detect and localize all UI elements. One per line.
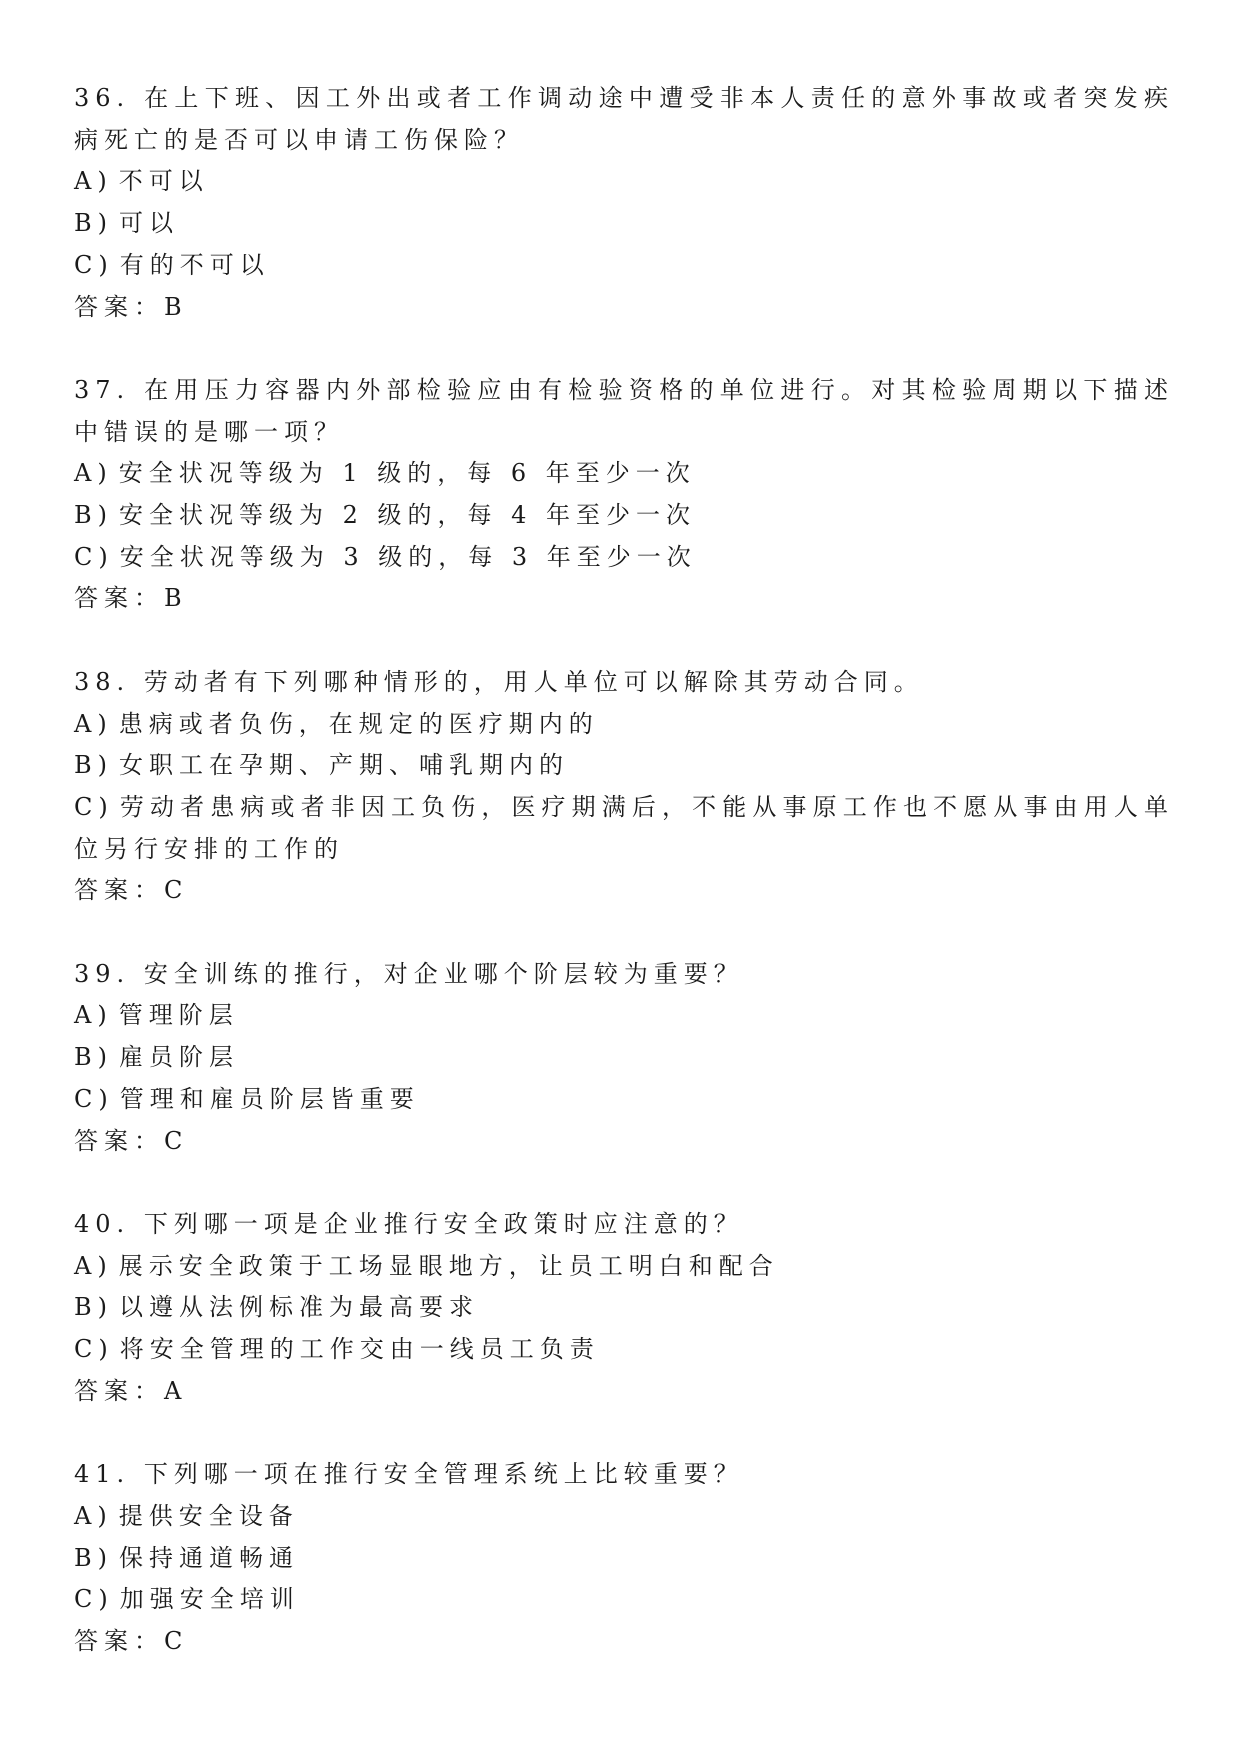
question-37 bbox=[74, 370, 1174, 620]
option-text: 安全状况等级为 3 级的，每 3 年至少一次 bbox=[119, 542, 697, 571]
option-text: 管理和雇员阶层皆重要 bbox=[119, 1084, 420, 1113]
question-38 bbox=[74, 662, 1174, 912]
option-label: A) bbox=[74, 1251, 113, 1280]
answer-label: 答案： bbox=[74, 1126, 164, 1155]
option-label: A) bbox=[74, 1501, 113, 1530]
option-label: B) bbox=[74, 1543, 113, 1572]
option-a bbox=[74, 995, 1174, 1037]
option-text: 将安全管理的工作交由一线员工负责 bbox=[119, 1335, 600, 1364]
option-label: C) bbox=[74, 1585, 114, 1614]
option-label: A) bbox=[74, 459, 113, 488]
answer-value: A bbox=[164, 1376, 188, 1405]
option-a bbox=[74, 1496, 1174, 1538]
answer-label: 答案： bbox=[74, 1626, 164, 1655]
answer-line bbox=[74, 1621, 1174, 1663]
question-text bbox=[74, 954, 1174, 996]
option-b bbox=[74, 203, 1174, 245]
question-stem: 劳动者有下列哪种情形的，用人单位可以解除其劳动合同。 bbox=[143, 667, 924, 696]
option-text: 雇员阶层 bbox=[119, 1043, 239, 1072]
option-text: 女职工在孕期、产期、哺乳期内的 bbox=[119, 751, 569, 780]
option-b bbox=[74, 1287, 1174, 1329]
option-a bbox=[74, 704, 1174, 746]
document-page bbox=[74, 78, 1174, 1663]
question-stem: 在用压力容器内外部检验应由有检验资格的单位进行。对其检验周期以下描述中错误的是哪一项？ bbox=[74, 375, 1174, 446]
option-c bbox=[74, 1579, 1174, 1621]
answer-label: 答案： bbox=[74, 1376, 164, 1405]
answer-label: 答案： bbox=[74, 584, 164, 613]
option-label: C) bbox=[74, 542, 114, 571]
question-stem: 安全训练的推行，对企业哪个阶层较为重要？ bbox=[143, 959, 744, 988]
option-c bbox=[74, 245, 1174, 287]
question-number: 38. bbox=[74, 667, 131, 696]
option-text: 管理阶层 bbox=[118, 1001, 239, 1030]
option-b bbox=[74, 745, 1174, 787]
question-text bbox=[74, 662, 1174, 704]
answer-value: B bbox=[164, 292, 188, 321]
question-number: 36. bbox=[74, 84, 131, 112]
answer-label: 答案： bbox=[74, 292, 164, 321]
option-text: 展示安全政策于工场显眼地方，让员工明白和配合 bbox=[118, 1251, 779, 1280]
answer-line bbox=[74, 870, 1174, 912]
option-b bbox=[74, 1538, 1174, 1580]
answer-line bbox=[74, 1121, 1174, 1163]
option-b bbox=[74, 495, 1174, 537]
answer-value: C bbox=[164, 1126, 189, 1155]
option-label: B) bbox=[74, 1293, 113, 1322]
answer-value: C bbox=[164, 876, 189, 905]
question-number: 39. bbox=[74, 959, 131, 988]
option-a bbox=[74, 161, 1174, 203]
option-label: A) bbox=[74, 167, 113, 196]
question-text bbox=[74, 370, 1174, 453]
question-number: 37. bbox=[74, 375, 131, 404]
answer-value: C bbox=[164, 1626, 189, 1655]
option-text: 安全状况等级为 2 级的，每 4 年至少一次 bbox=[119, 501, 697, 530]
option-text: 保持通道畅通 bbox=[119, 1543, 299, 1572]
option-label: A) bbox=[74, 709, 113, 738]
answer-label: 答案： bbox=[74, 876, 164, 905]
question-text bbox=[74, 78, 1174, 161]
answer-line bbox=[74, 578, 1174, 620]
option-label: B) bbox=[74, 1043, 113, 1072]
option-label: B) bbox=[74, 751, 113, 780]
option-c bbox=[74, 787, 1174, 870]
option-text: 有的不可以 bbox=[119, 250, 270, 279]
question-number: 41. bbox=[74, 1460, 131, 1489]
option-label: A) bbox=[74, 1001, 113, 1030]
answer-value: B bbox=[164, 584, 188, 613]
option-c bbox=[74, 1079, 1174, 1121]
question-text bbox=[74, 1454, 1174, 1496]
option-text: 以遵从法例标准为最高要求 bbox=[119, 1293, 479, 1322]
option-label: B) bbox=[74, 501, 113, 530]
option-a bbox=[74, 1246, 1174, 1288]
option-text: 不可以 bbox=[118, 167, 209, 196]
option-label: B) bbox=[74, 209, 113, 238]
option-label: C) bbox=[74, 1335, 114, 1364]
question-36 bbox=[74, 78, 1174, 328]
option-b bbox=[74, 1037, 1174, 1079]
option-text: 可以 bbox=[119, 209, 179, 238]
question-stem: 下列哪一项在推行安全管理系统上比较重要？ bbox=[143, 1460, 744, 1489]
question-text bbox=[74, 1204, 1174, 1246]
option-c bbox=[74, 1329, 1174, 1371]
option-a bbox=[74, 453, 1174, 495]
option-c bbox=[74, 537, 1174, 579]
question-stem: 下列哪一项是企业推行安全政策时应注意的？ bbox=[143, 1209, 744, 1238]
answer-line bbox=[74, 287, 1174, 329]
option-text: 提供安全设备 bbox=[118, 1501, 299, 1530]
question-41 bbox=[74, 1454, 1174, 1663]
option-text: 安全状况等级为 1 级的，每 6 年至少一次 bbox=[118, 459, 696, 488]
option-label: C) bbox=[74, 1084, 114, 1113]
option-label: C) bbox=[74, 792, 114, 821]
option-text: 劳动者患病或者非因工负伤，医疗期满后，不能从事原工作也不愿从事由用人单位另行安排的工作的 bbox=[74, 792, 1174, 863]
option-label: C) bbox=[74, 250, 114, 279]
question-number: 40. bbox=[74, 1209, 131, 1238]
question-39 bbox=[74, 954, 1174, 1163]
option-text: 加强安全培训 bbox=[119, 1585, 300, 1614]
answer-line bbox=[74, 1371, 1174, 1413]
question-40 bbox=[74, 1204, 1174, 1413]
question-stem: 在上下班、因工外出或者工作调动途中遭受非本人责任的意外事故或者突发疾病死亡的是否可以申请工伤保险？ bbox=[74, 84, 1174, 154]
option-text: 患病或者负伤，在规定的医疗期内的 bbox=[118, 709, 599, 738]
